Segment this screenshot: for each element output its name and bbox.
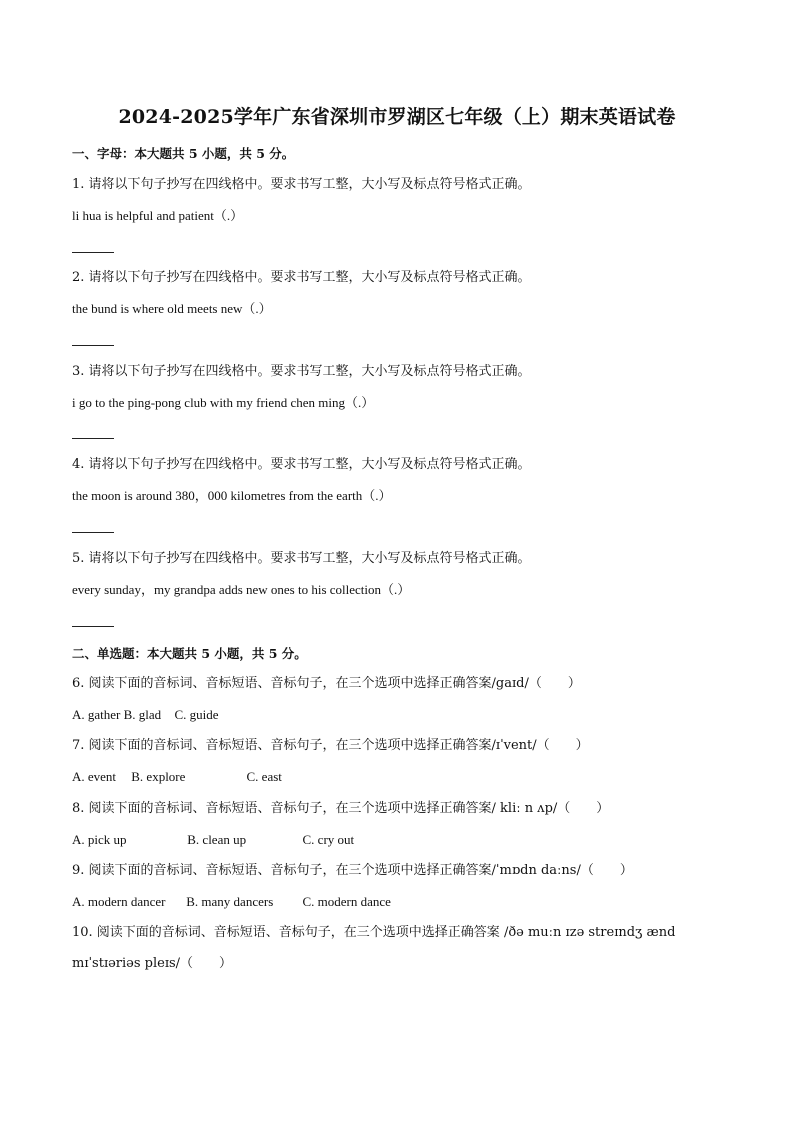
q1-sentence: li hua is helpful and patient（.） bbox=[72, 208, 244, 223]
q2-stem: 2. 请将以下句子抄写在四线格中。要求书写工整，大小写及标点符号格式正确。 bbox=[72, 270, 531, 285]
q7-option-c[interactable]: C. east bbox=[246, 769, 282, 784]
q4-answer-blank[interactable] bbox=[72, 532, 114, 533]
q8-option-c[interactable]: C. cry out bbox=[302, 832, 355, 847]
q2-answer-blank[interactable] bbox=[72, 345, 114, 346]
q7-options bbox=[72, 768, 282, 786]
page-title: 2024-2025学年广东省深圳市罗湖区七年级（上）期末英语试卷 bbox=[118, 106, 676, 128]
q8-stem: 8. 阅读下面的音标词、音标短语、音标句子，在三个选项中选择正确答案/ kliː n ʌp/（ ） bbox=[72, 801, 610, 816]
q5-answer-blank[interactable] bbox=[72, 626, 114, 627]
q6-stem: 6. 阅读下面的音标词、音标短语、音标句子，在三个选项中选择正确答案/gaɪd/（ ） bbox=[72, 676, 581, 691]
q3-answer-blank[interactable] bbox=[72, 438, 114, 439]
q4-sentence: the moon is around 380，000 kilometres from the earth（.） bbox=[72, 488, 392, 503]
q9-option-c[interactable]: C. modern dance bbox=[302, 894, 391, 909]
q6-options bbox=[72, 706, 219, 724]
q3-stem: 3. 请将以下句子抄写在四线格中。要求书写工整，大小写及标点符号格式正确。 bbox=[72, 364, 531, 379]
q7-option-a[interactable]: A. event bbox=[72, 769, 117, 784]
q10-stem-line-1: 10. 阅读下面的音标词、音标短语、音标句子，在三个选项中选择正确答案 /ðə muːn ɪzə streɪndʒ ænd bbox=[72, 925, 676, 940]
q8-option-a[interactable]: A. pick up bbox=[72, 832, 127, 847]
q5-stem: 5. 请将以下句子抄写在四线格中。要求书写工整，大小写及标点符号格式正确。 bbox=[72, 551, 531, 566]
q4-stem: 4. 请将以下句子抄写在四线格中。要求书写工整，大小写及标点符号格式正确。 bbox=[72, 457, 531, 472]
q8-option-b[interactable]: B. clean up bbox=[187, 832, 247, 847]
section-1-heading: 一、字母：本大题共 5 小题，共 5 分。 bbox=[72, 146, 295, 161]
q3-sentence: i go to the ping-pong club with my friend chen ming（.） bbox=[72, 395, 375, 410]
section-2-heading: 二、单选题：本大题共 5 小题，共 5 分。 bbox=[72, 646, 307, 661]
q6-option-c[interactable]: C. guide bbox=[174, 707, 219, 722]
q9-option-b[interactable]: B. many dancers bbox=[186, 894, 274, 909]
q7-option-b[interactable]: B. explore bbox=[131, 769, 186, 784]
q2-sentence: the bund is where old meets new（.） bbox=[72, 301, 272, 316]
q9-options bbox=[72, 893, 391, 911]
q9-stem: 9. 阅读下面的音标词、音标短语、音标句子，在三个选项中选择正确答案/ˈmɒdn daːns/（ ） bbox=[72, 863, 633, 878]
q7-stem: 7. 阅读下面的音标词、音标短语、音标句子，在三个选项中选择正确答案/ɪˈvent/（ ） bbox=[72, 738, 589, 753]
q6-option-b[interactable]: B. glad bbox=[123, 707, 162, 722]
q1-answer-blank[interactable] bbox=[72, 252, 114, 253]
q10-stem-line-2: mɪˈstɪəriəs pleɪs/（ ） bbox=[72, 956, 233, 971]
q8-options bbox=[72, 831, 354, 849]
q9-option-a[interactable]: A. modern dancer bbox=[72, 894, 166, 909]
q5-sentence: every sunday，my grandpa adds new ones to his collection（.） bbox=[72, 582, 411, 597]
q1-stem: 1. 请将以下句子抄写在四线格中。要求书写工整，大小写及标点符号格式正确。 bbox=[72, 177, 531, 192]
q6-option-a[interactable]: A. gather bbox=[72, 707, 121, 722]
